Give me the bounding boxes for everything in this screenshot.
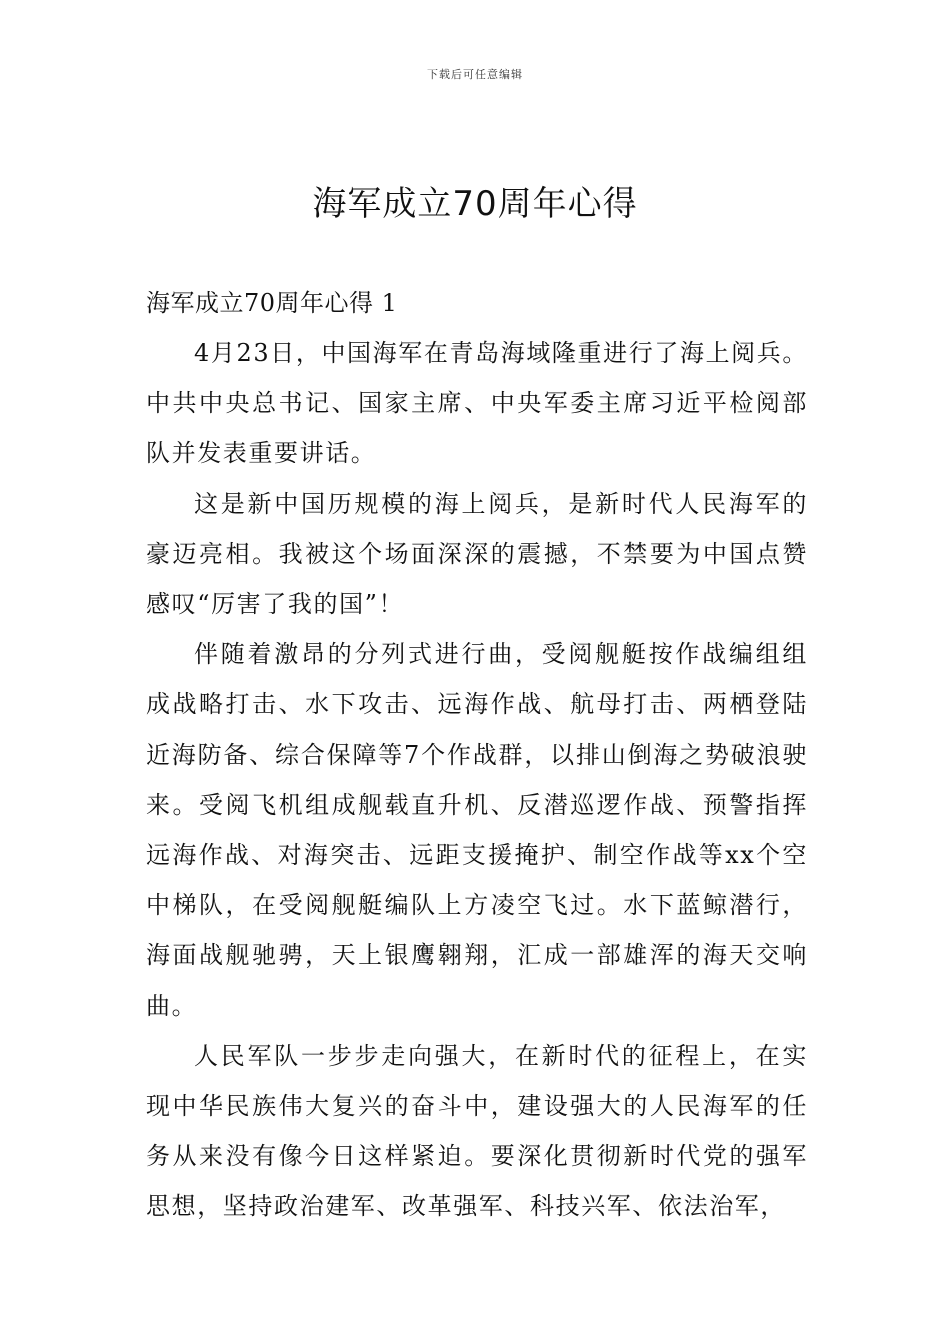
header-note: 下载后可任意编辑 [427, 68, 523, 81]
section-heading: 海军成立70周年心得 1 [146, 289, 398, 317]
document-body [146, 278, 808, 1232]
paragraph: 4月23日，中国海军在青岛海域隆重进行了海上阅兵。中共中央总书记、国家主席、中央军委主席习近平检阅部队并发表重要讲话。 [146, 339, 808, 468]
paragraph: 人民军队一步步走向强大，在新时代的征程上，在实现中华民族伟大复兴的奋斗中，建设强大的人民海军的任务从来没有像今日这样紧迫。要深化贯彻新时代党的强军思想，坚持政治建军、改革强军、科技兴军、依法治军， [146, 1041, 808, 1221]
paragraph: 伴随着激昂的分列式进行曲，受阅舰艇按作战编组组成战略打击、水下攻击、远海作战、航母打击、两栖登陆近海防备、综合保障等7个作战群，以排山倒海之势破浪驶来。受阅飞机组成舰载直升机、反潜巡逻作战、预警指挥远海作战、对海突击、远距支援掩护、制空作战等xx个空中梯队，在受阅舰艇编队上方凌空飞过。水下蓝鲸潜行，海面战舰驰骋，天上银鹰翱翔，汇成一部雄浑的海天交响曲。 [146, 640, 808, 1020]
paragraph: 这是新中国历规模的海上阅兵，是新时代人民海军的豪迈亮相。我被这个场面深深的震撼，不禁要为中国点赞感叹“厉害了我的国”！ [146, 489, 808, 619]
document-title: 海军成立70周年心得 [312, 184, 638, 224]
